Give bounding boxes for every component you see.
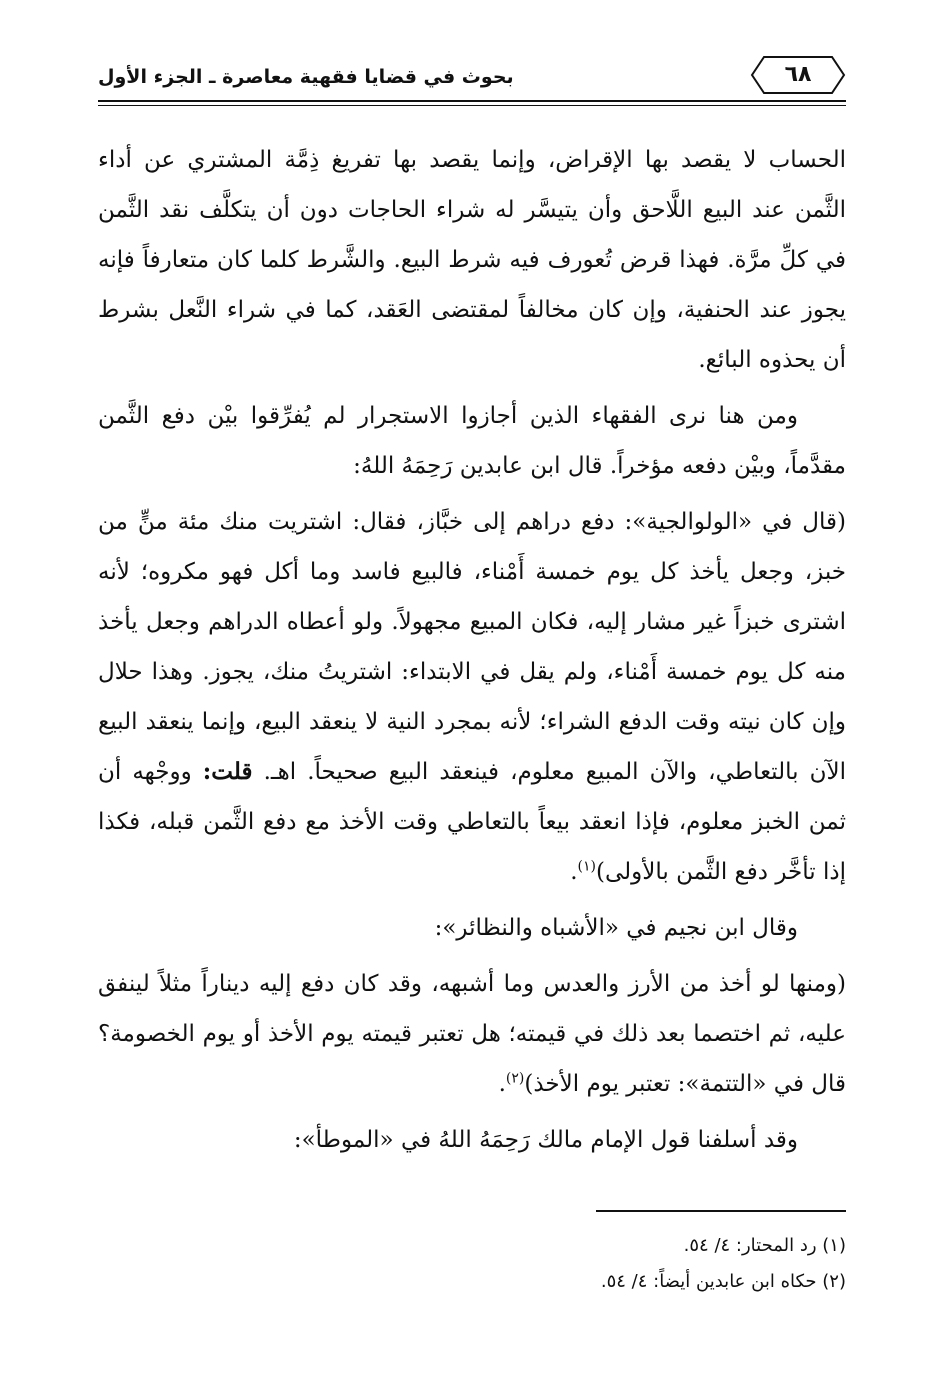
running-header (98, 52, 846, 108)
quote-text-rest: ووجْهه أن ثمن الخبز معلوم، فإذا انعقد بيعاً بالتعاطي وقت الأخذ مع دفع الثَّمن قبله، فكذا إذا تأخَّر دفع الثَّمن بالأولى) (98, 759, 846, 885)
footnotes (98, 1228, 846, 1300)
header-rule (98, 100, 846, 102)
period: . (498, 1071, 506, 1097)
quote-text: (ومنها لو أخذ من الأرز والعدس وما أشبهه، وقد كان دفع إليه ديناراً مثلاً لينفق عليه، ثم اختصما بعد ذلك في قيمته؛ هل تعتبر قيمته يوم الأخذ أو يوم الخصومة؟ قال في «التتمة»: تعتبر يوم الأخذ) (98, 971, 846, 1097)
paragraph-4: وقال ابن نجيم في «الأشباه والنظائر»: (434, 915, 798, 941)
quote-text: (قال في «الولوالجية»: دفع دراهم إلى خبَّاز، فقال: اشتريت منك مئة منٍّ من خبز، وجعل يأخذ كل يوم خمسة أَمْناء، فالبيع فاسد وما أكل فهو مكروه؛ لأنه اشترى خبزاً غير مشار إليه، فكان المبيع مجهولاً. ولو أعطاه الدراهم وجعل يأخذ منه كل يوم خمسة أَمْناء، ولم يقل في الابتداء: اشتريتُ منك، يجوز. وهذا حلال وإن كان نيته وقت الدفع الشراء؛ لأنه بمجرد النية لا ينعقد البيع، وإنما ينعقد البيع الآن بالتعاطي، والآن المبيع معلوم، فينعقد البيع صحيحاً. اهـ. (98, 509, 847, 785)
footnote-separator (596, 1210, 846, 1212)
qult-label: قلت: (202, 758, 253, 785)
footnote-2: (٢) حكاه ابن عابدين أيضاً: ٤/ ٥٤. (600, 1271, 846, 1292)
footnote-1: (١) رد المحتار: ٤/ ٥٤. (683, 1235, 846, 1256)
page-number-frame (750, 54, 846, 96)
header-rule-thin (98, 105, 846, 106)
paragraph-3-quote (98, 497, 846, 897)
paragraph-5-quote (98, 959, 846, 1109)
running-title: بحوث في قضايا فقهية معاصرة ـ الجزء الأول (98, 66, 514, 88)
paragraph-6: وقد أسلفنا قول الإمام مالك رَحِمَهُ اللهُ في «الموطأ»: (293, 1127, 798, 1153)
paragraph-1: الحساب لا يقصد بها الإقراض، وإنما يقصد بها تفريغ ذِمَّة المشتري عن أداء الثَّمن عند البيع اللَّاحق وأن يتيسَّر له شراء الحاجات دون أن يتكلَّف نقد الثَّمن في كلِّ مرَّة. فهذا قرض تُعورف فيه شرط البيع. والشَّرط كلما كان متعارفاً فإنه يجوز عند الحنفية، وإن كان مخالفاً لمقتضى العَقد، كما في شراء النَّعل بشرط أن يحذوه البائع. (98, 147, 847, 373)
paragraph-2: ومن هنا نرى الفقهاء الذين أجازوا الاستجرار لم يُفرِّقوا بيْن دفع الثَّمن مقدَّماً، وبيْن دفعه مؤخراً. قال ابن عابدين رَحِمَهُ اللهُ: (98, 403, 846, 479)
page-number: ٦٨ (784, 62, 812, 87)
footnote-ref-2: (٢) (505, 1070, 525, 1087)
body-text (98, 135, 846, 1171)
footnote-ref-1: (١) (577, 858, 596, 875)
period: . (570, 859, 578, 885)
